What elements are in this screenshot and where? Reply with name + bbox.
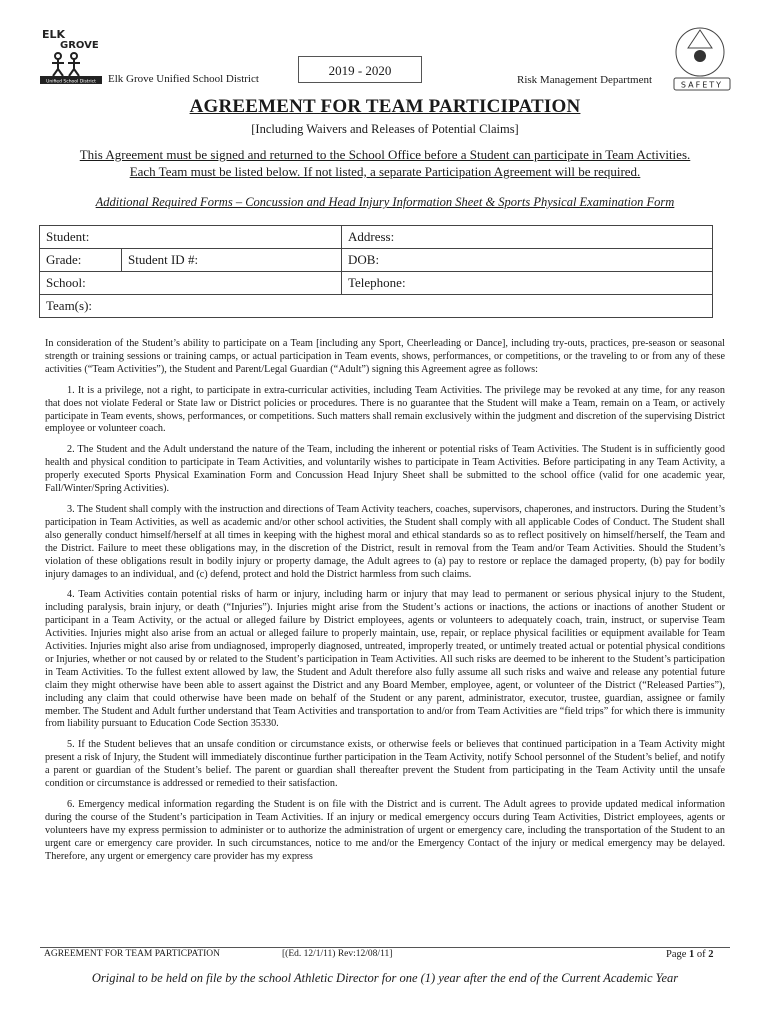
footer-revision: [(Ed. 12/1/11) Rev:12/08/11] xyxy=(282,949,393,959)
page-number xyxy=(666,949,714,960)
department-name: Risk Management Department xyxy=(517,74,653,86)
school-field[interactable]: School: xyxy=(40,272,342,295)
page-total: 2 xyxy=(708,949,714,960)
student-info-table xyxy=(39,225,713,318)
district-logo xyxy=(38,26,108,86)
clause-1: 1. It is a privilege, not a right, to participate in extra-curricular activities, including Team Activities. The privilege may be revoked at any time, for any reason that does not violate Federal or State law or District policies or procedures. There is no guarantee that the Student will make a Team, remain on a Team, or actively participate in Team events, shows, performances, or competitions. Such matters shall remain exclusively within the judgment and discretion of the supervising District employee or volunteer coach. xyxy=(45,384,725,435)
intro-paragraph: In consideration of the Student’s ability to participate on a Team [including any Sport, Cheerleading or Dance], including try-outs, practices, pre-season or seasonal strength or training sessions or training camps, or actual participation in Team events, shows, performances, or competitions, or the traveling to or from any of these activities (“Team Activities”), the Student and Parent/Legal Guardian (“Adult”) signing this Agreement agree as follows: xyxy=(45,338,725,375)
telephone-field[interactable]: Telephone: xyxy=(342,272,713,295)
additional-forms-note: Additional Required Forms – Concussion and Head Injury Information Sheet & Sports Physical Examination Form xyxy=(95,195,675,209)
page-prefix: Page xyxy=(666,949,690,960)
clause-2: 2. The Student and the Adult understand the nature of the Team, including the inherent or potential risks of Team Activities. The Student is in sufficiently good health and physical condition to participate in Team Activities, and voluntarily wishes to participate in Team Activities. Before participating in any Team Activity, a properly executed Sports Physical Examination Form and Concussion Head Injury Sheet shall be submitted to the school office (valid for one academic year, Fall/Winter/Spring Activities). xyxy=(45,444,725,495)
clause-5: 5. If the Student believes that an unsafe condition or circumstance exists, or otherwise feels or believes that continued participation in a Team Activity might present a risk of Injury, the Student will immediately discontinue further participation in the Team Activity, notify School personnel of the Student’s belief, and notify a parent or guardian of the Student’s belief. The parent or guardian shall thereafter prevent the Student from participating in the Team Activity until the unsafe condition or circumstance is addressed or remedied to their satisfaction. xyxy=(45,739,725,790)
page-current: 1 xyxy=(689,949,695,960)
district-name: Elk Grove Unified School District xyxy=(108,73,259,85)
safety-logo xyxy=(672,20,732,92)
retention-note: Original to be held on file by the school Athletic Director for one (1) year after the end of the Current Academic Year xyxy=(91,971,679,985)
page-of: of xyxy=(694,949,709,960)
logo-text-elk: ELK xyxy=(42,28,66,41)
agreement-body xyxy=(45,338,725,872)
school-year: 2019 - 2020 xyxy=(298,56,422,83)
teams-field[interactable]: Team(s): xyxy=(40,295,713,318)
logo-text-grove: GROVE xyxy=(60,40,99,51)
student-field[interactable]: Student: xyxy=(40,226,342,249)
notice-line-1: This Agreement must be signed and returned to the School Office before a Student can participate in Team Activities. xyxy=(79,147,691,162)
page-subtitle: [Including Waivers and Releases of Potential Claims] xyxy=(251,122,519,136)
logo-banner: Unified School District xyxy=(46,79,96,85)
dob-field[interactable]: DOB: xyxy=(342,249,713,272)
address-field[interactable]: Address: xyxy=(342,226,713,249)
page-title: AGREEMENT FOR TEAM PARTICIPATION xyxy=(189,96,581,117)
clause-6: 6. Emergency medical information regarding the Student is on file with the District and is current. The Adult agrees to provide updated medical information during the course of the Student’s participation in Team Activities. If an injury or medical emergency occurs during Team Activities, District employees, agents or volunteers have my express permission to administer or to authorize the administration of urgent or emergency care, including the transportation of the Student to an urgent care or emergency care provider. In such circumstances, notice to me and/or the Emergency Contact of the injury or medical emergency may be delayed. Therefore, any urgent or emergency care provider has my express xyxy=(45,799,725,862)
grade-field[interactable]: Grade: xyxy=(40,249,122,272)
student-id-field[interactable]: Student ID #: xyxy=(122,249,342,272)
footer-divider xyxy=(40,947,730,948)
safety-text: SAFETY xyxy=(680,80,724,90)
clause-4: 4. Team Activities contain potential risks of harm or injury, including harm or injury that may lead to permanent or serious physical injury to the Student, including paralysis, brain injury, or death (“Injuries”). Injuries might arise from the Student’s actions or inactions, the actions or inactions of another Student or participant in a Team Activity, or the actual or alleged failure by District employees, agents or volunteers to adequately coach, train, instruct, or supervise Team Activities. Injuries might also arise from an actual or alleged failure to properly maintain, use, repair, or replace physical facilities or equipment available for Team Activities. Injuries might also arise from undiagnosed, improperly diagnosed, untreated, improperly treated, or untimely treated actual or potential physical conditions or Injuries, whether or not caused by or related to the Student’s participation in Team Activities. All such risks are deemed to be inherent to the Student’s participation in Team Activities. To the fullest extent allowed by law, the Student and Adult therefore also fully assume all such risks and waive and release any potential future claim they might otherwise have been able to assert against the District and any Board Member, employee, agent, or volunteer of the District (“Released Parties”), including any claim that could otherwise have been made on behalf of the Student or any parent, administrator, executor, trustee, guardian, assignee or family member. The Student and Adult further understand that Team Activities and transportation to and/or from Team Activities are “field trips” for which there is immunity from liability pursuant to Education Code Section 35330. xyxy=(45,589,725,730)
signature-notice xyxy=(40,146,730,180)
clause-3: 3. The Student shall comply with the instruction and directions of Team Activity teachers, coaches, supervisors, chaperones, and instructors. During the Student’s participation in Team Activities, as well as academic and/or other school activities, the Student shall comply with all applicable Codes of Conduct. The Student shall also generally conduct himself/herself at all times in keeping with the highest moral and ethical standards so as to reflect positively on himself/herself, the Team and the District. Failure to meet these obligations may, in the discretion of the District, result in removal from the Team and/or Team Activities. Should the Student’s violation of these obligations result in bodily injury or property damage, the Adult agrees to (a) pay to restore or replace the damaged property, (b) pay for bodily injury damages to an individual, and (c) defend, protect and hold the District harmless from such claims. xyxy=(45,503,725,580)
notice-line-2: Each Team must be listed below. If not listed, a separate Participation Agreement will be required. xyxy=(129,164,641,179)
footer-form-title: AGREEMENT FOR TEAM PARTICPATION xyxy=(44,949,221,959)
